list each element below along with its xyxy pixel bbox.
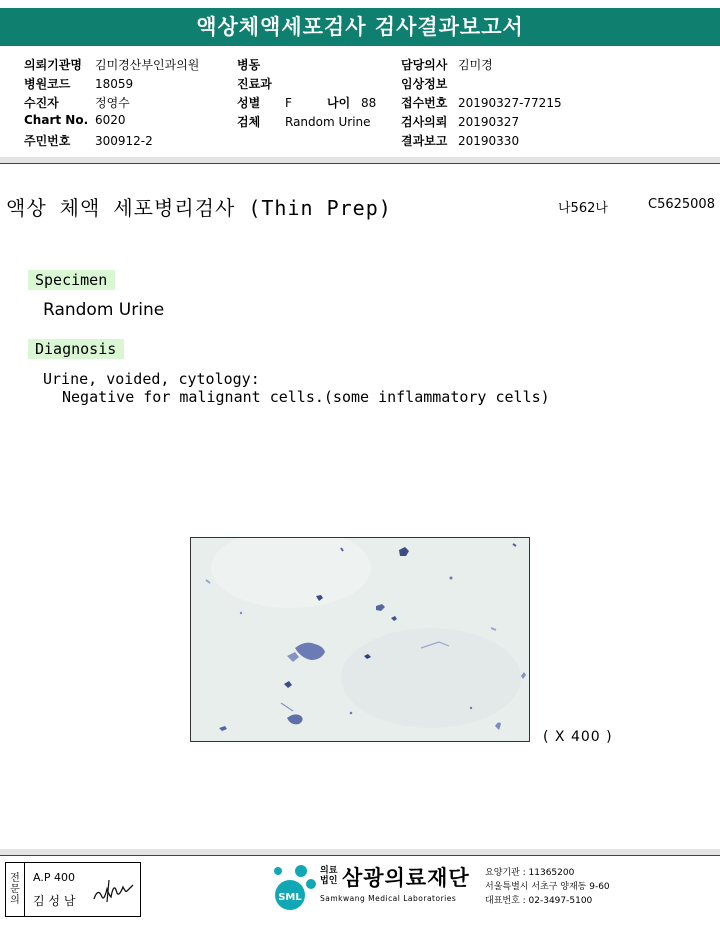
microscopy-image bbox=[190, 537, 530, 742]
diagnosis-line-1: Urine, voided, cytology: bbox=[43, 370, 260, 388]
specimen-header: Specimen bbox=[28, 270, 115, 290]
header-divider-line bbox=[0, 163, 720, 164]
info-item-doctor: 담당의사 김미경 bbox=[401, 58, 493, 72]
specialist-label: 전 문 의 bbox=[6, 863, 25, 916]
info-item-chart-no: Chart No. 6020 bbox=[24, 113, 126, 127]
info-item-age: 나이 88 bbox=[327, 96, 377, 110]
info-item-sex: 성별 F bbox=[237, 96, 292, 110]
signature-graphic bbox=[91, 875, 137, 905]
org-prefix: 의료 법인 bbox=[320, 866, 338, 886]
info-item-patient: 수진자 정영수 bbox=[24, 96, 130, 110]
info-item-specimen: 검체 Random Urine bbox=[237, 115, 371, 129]
microscopy-cells-graphic bbox=[191, 538, 529, 741]
org-name: 삼광의료재단 bbox=[342, 866, 470, 890]
org-name-en: Samkwang Medical Laboratories bbox=[320, 894, 457, 903]
sml-logo-icon bbox=[268, 862, 318, 912]
info-item-ward: 병동 bbox=[237, 58, 261, 72]
sml-logo-text: SML bbox=[278, 892, 302, 903]
org-contact: 요양기관 : 11365200 서울특별시 서초구 양재동 9-60 대표번호 : 02-3497-5100 bbox=[485, 868, 610, 906]
exam-code-2: C5625008 bbox=[648, 197, 715, 212]
report-title: 액상체액세포검사 검사결과보고서 bbox=[0, 8, 720, 46]
exam-title: 액상 체액 세포병리검사 (Thin Prep) bbox=[6, 196, 392, 220]
specimen-value: Random Urine bbox=[43, 300, 165, 320]
pathology-code: A.P 400 bbox=[33, 871, 75, 884]
info-item-resident-no: 주민번호 300912-2 bbox=[24, 134, 153, 148]
info-item-department: 진료과 bbox=[237, 77, 272, 91]
info-item-hospital-code: 병원코드 18059 bbox=[24, 77, 134, 91]
info-item-institution: 의뢰기관명 김미경산부인과의원 bbox=[24, 58, 200, 72]
diagnosis-header: Diagnosis bbox=[28, 339, 124, 359]
info-item-request-date: 검사의뢰 20190327 bbox=[401, 115, 520, 129]
info-item-clinical-info: 임상정보 bbox=[401, 77, 448, 91]
info-item-accession-no: 접수번호 20190327-77215 bbox=[401, 96, 562, 110]
pathologist-name: 김 성 남 bbox=[33, 894, 76, 908]
magnification-label: ( X 400 ) bbox=[543, 729, 613, 745]
specialist-signature-box bbox=[5, 862, 141, 917]
diagnosis-line-2: Negative for malignant cells.(some inflammatory cells) bbox=[62, 388, 550, 406]
footer-divider-line bbox=[0, 855, 720, 856]
exam-code-1: 나562나 bbox=[558, 201, 608, 216]
info-item-report-date: 결과보고 20190330 bbox=[401, 134, 520, 148]
